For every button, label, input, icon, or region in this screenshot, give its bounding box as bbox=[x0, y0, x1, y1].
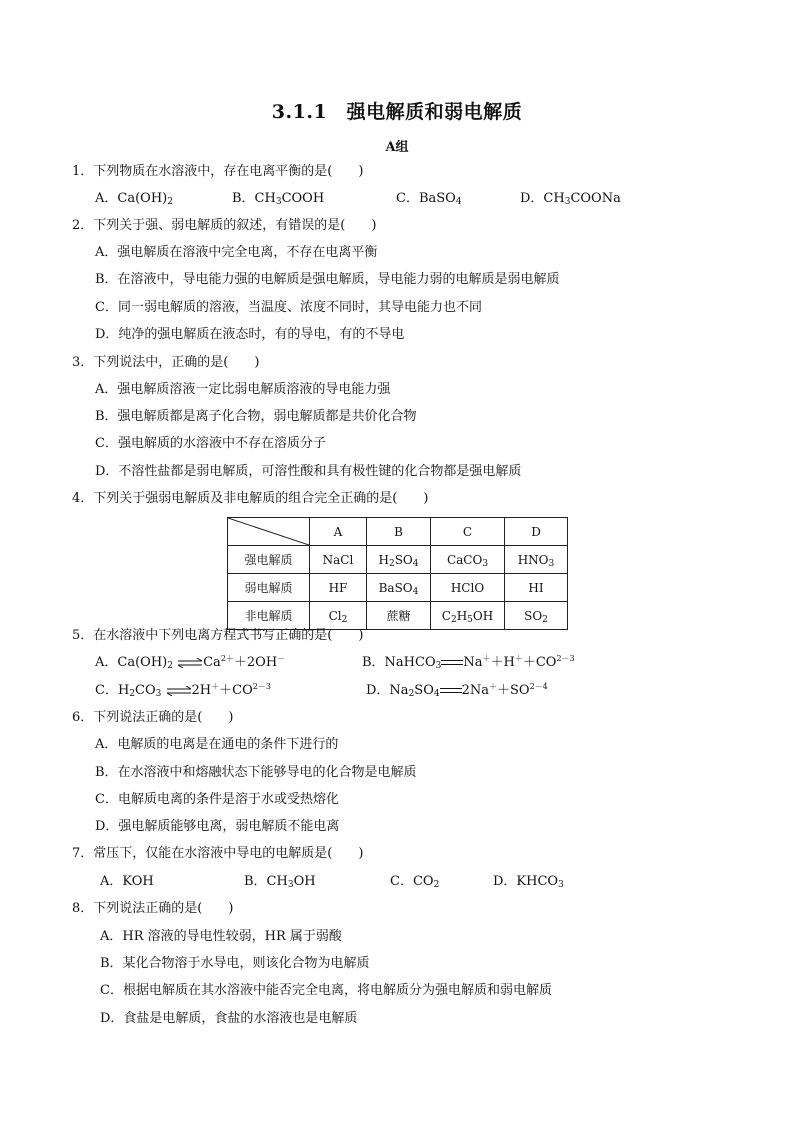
table-cell: $C_2H_5OH$ bbox=[431, 602, 505, 630]
table-row bbox=[228, 602, 568, 630]
table-cell: $HNO_3$ bbox=[505, 546, 568, 574]
question-7-stem: 7．常压下，仅能在水溶液中导电的电解质是( ) bbox=[72, 846, 364, 861]
question-6-stem: 6．下列说法正确的是( ) bbox=[72, 710, 234, 725]
q5-option-b[interactable]: B．NaHCO$_3$ $Na^++H^++CO^{2-3}$ bbox=[362, 654, 575, 671]
q7-option-a[interactable]: A．KOH bbox=[100, 874, 154, 889]
row-label: 强电解质 bbox=[228, 546, 310, 574]
table-header-row bbox=[228, 518, 568, 546]
q2-option-b[interactable]: B．在溶液中，导电能力强的电解质是强电解质，导电能力弱的电解质是弱电解质 bbox=[95, 272, 560, 287]
question-3-stem: 3．下列说法中，正确的是( ) bbox=[72, 355, 260, 370]
q6-option-b[interactable]: B．在水溶液中和熔融状态下能够导电的化合物是电解质 bbox=[95, 765, 417, 780]
q5-option-a[interactable]: A．$Ca(OH)_2$ $Ca^{2+}+2OH^-$ bbox=[95, 654, 286, 671]
table-cell: BaSO$_4$ bbox=[367, 574, 431, 602]
q8-option-c[interactable]: C．根据电解质在其水溶液中能否完全电离，将电解质分为强电解质和弱电解质 bbox=[100, 983, 552, 998]
q8-option-b[interactable]: B．某化合物溶于水导电，则该化合物为电解质 bbox=[100, 956, 370, 971]
table-cell: $H_2SO_4$ bbox=[367, 546, 431, 574]
q1-option-a[interactable]: A．$Ca(OH)_2$ bbox=[95, 191, 173, 207]
table-cell: $SO_2$ bbox=[505, 602, 568, 630]
q2-option-a[interactable]: A．强电解质在溶液中完全电离，不存在电离平衡 bbox=[95, 245, 378, 260]
table-header: D bbox=[505, 518, 568, 546]
q1-option-d[interactable]: D．$CH_3COONa$ bbox=[520, 191, 621, 207]
question-1-stem: 1．下列物质在水溶液中，存在电离平衡的是( ) bbox=[72, 164, 364, 179]
q8-option-a[interactable]: A．HR 溶液的导电性较弱，HR 属于弱酸 bbox=[100, 929, 342, 944]
group-heading: A组 bbox=[385, 140, 409, 155]
q2-option-c[interactable]: C．同一弱电解质的溶液，当温度、浓度不同时，其导电能力也不同 bbox=[95, 300, 482, 315]
q3-option-d[interactable]: D．不溶性盐都是弱电解质，可溶性酸和具有极性键的化合物都是强电解质 bbox=[95, 464, 522, 479]
table-cell: 蔗糖 bbox=[367, 602, 431, 630]
row-label: 弱电解质 bbox=[228, 574, 310, 602]
table-corner-cell bbox=[228, 518, 310, 546]
question-4-stem: 4．下列关于强弱电解质及非电解质的组合完全正确的是( ) bbox=[72, 491, 429, 506]
table-cell: NaCl bbox=[310, 546, 367, 574]
q1-option-c[interactable]: C．BaSO$_4$ bbox=[396, 191, 462, 207]
q6-option-c[interactable]: C．电解质电离的条件是溶于水或受热熔化 bbox=[95, 792, 339, 807]
table-cell: HF bbox=[310, 574, 367, 602]
question-7-options bbox=[0, 873, 794, 891]
equals-sign-icon bbox=[440, 687, 462, 695]
diagonal-line bbox=[228, 518, 309, 545]
q5-option-c[interactable]: C．$H_2CO_3$ $2H^++CO^{2-3}$ bbox=[95, 682, 271, 699]
table-row bbox=[228, 546, 568, 574]
row-label: 非电解质 bbox=[228, 602, 310, 630]
table-header: B bbox=[367, 518, 431, 546]
table-header: A bbox=[310, 518, 367, 546]
table-row bbox=[228, 574, 568, 602]
page-title: 3.1.1 强电解质和弱电解质 bbox=[271, 101, 523, 123]
table-header: C bbox=[431, 518, 505, 546]
q7-option-b[interactable]: B．$CH_3OH$ bbox=[244, 874, 316, 890]
q2-option-d[interactable]: D．纯净的强电解质在液态时，有的导电，有的不导电 bbox=[95, 327, 405, 342]
reversible-arrow-icon bbox=[177, 658, 203, 668]
equals-sign-icon bbox=[441, 659, 463, 667]
q7-option-d[interactable]: D．$KHCO_3$ bbox=[493, 874, 564, 890]
reversible-arrow-icon bbox=[166, 686, 192, 696]
question-8-stem: 8．下列说法正确的是( ) bbox=[72, 901, 234, 916]
table-cell: HClO bbox=[431, 574, 505, 602]
q8-option-d[interactable]: D．食盐是电解质，食盐的水溶液也是电解质 bbox=[100, 1011, 358, 1026]
q3-option-b[interactable]: B．强电解质都是离子化合物，弱电解质都是共价化合物 bbox=[95, 409, 417, 424]
q6-option-d[interactable]: D．强电解质能够电离，弱电解质不能电离 bbox=[95, 819, 340, 834]
q3-option-a[interactable]: A．强电解质溶液一定比弱电解质溶液的导电能力强 bbox=[95, 382, 391, 397]
q5-option-d[interactable]: D．$Na_2SO_4$ $2Na^++SO^{2-4}$ bbox=[366, 682, 548, 699]
q7-option-c[interactable]: C．$CO_2$ bbox=[390, 874, 440, 890]
question-2-stem: 2．下列关于强、弱电解质的叙述，有错误的是( ) bbox=[72, 218, 377, 233]
q3-option-c[interactable]: C．强电解质的水溶液中不存在溶质分子 bbox=[95, 436, 326, 451]
q1-option-b[interactable]: B．$CH_3COOH$ bbox=[232, 191, 325, 207]
question-1-options bbox=[0, 190, 794, 208]
table-cell: CaCO$_3$ bbox=[431, 546, 505, 574]
table-cell: $Cl_2$ bbox=[310, 602, 367, 630]
q6-option-a[interactable]: A．电解质的电离是在通电的条件下进行的 bbox=[95, 737, 339, 752]
table-cell: HI bbox=[505, 574, 568, 602]
question-5-stem: 5．在水溶液中下列电离方程式书写正确的是( ) bbox=[72, 628, 364, 643]
electrolyte-table bbox=[227, 517, 568, 630]
